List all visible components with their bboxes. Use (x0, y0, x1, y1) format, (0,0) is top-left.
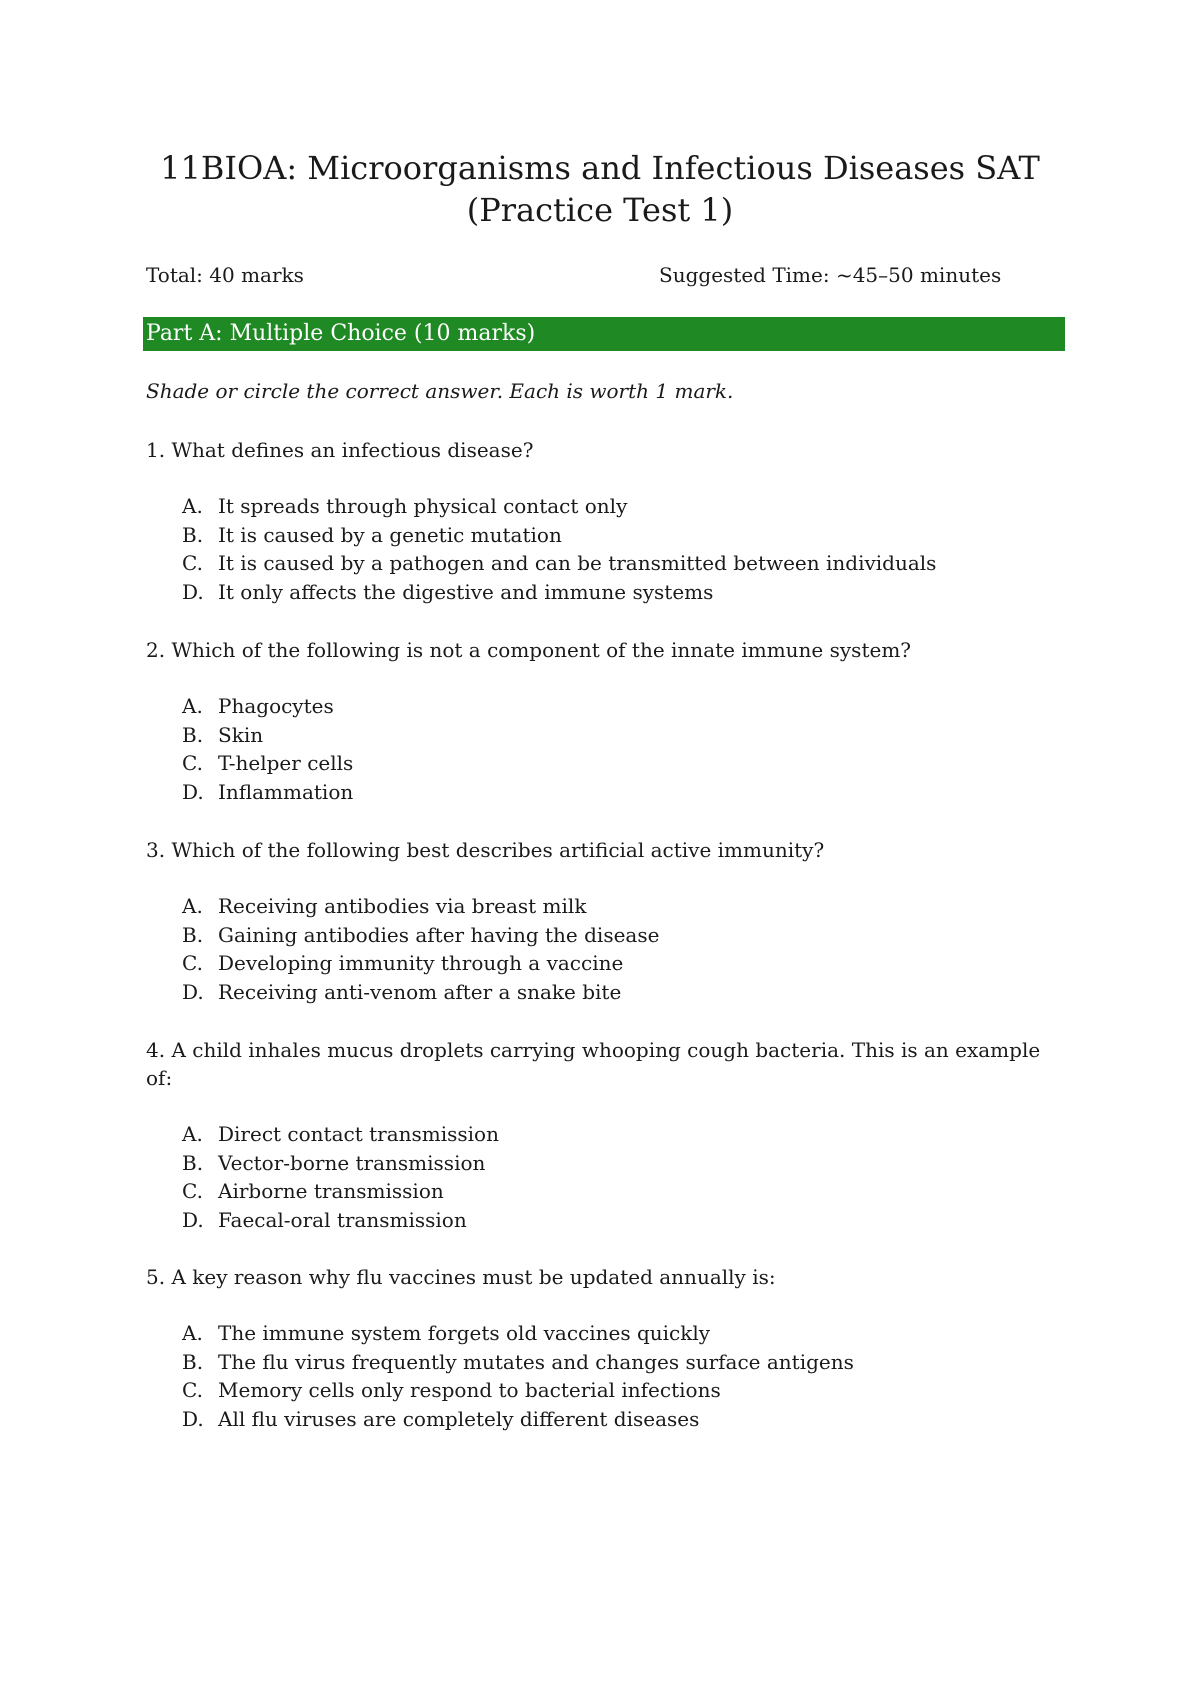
page-subtitle: (Practice Test 1) (466, 191, 734, 229)
option-text: Memory cells only respond to bacterial infections (218, 1378, 721, 1402)
option-text: It spreads through physical contact only (218, 494, 628, 518)
option-5a[interactable] (182, 1319, 1062, 1348)
option-text: Gaining antibodies after having the disease (218, 922, 660, 947)
question-5-prompt: 5. A key reason why flu vaccines must be updated annually is: (146, 1265, 776, 1289)
option-letter: B. (182, 522, 204, 547)
option-3a[interactable] (182, 892, 1062, 921)
option-text: Airborne transmission (218, 1179, 444, 1203)
option-2d[interactable] (182, 778, 1062, 807)
option-3b[interactable] (182, 921, 1062, 950)
option-2a[interactable] (182, 692, 1062, 721)
suggested-time: Suggested Time: ~45–50 minutes (659, 263, 1002, 287)
option-letter: A. (182, 894, 203, 918)
option-text: It only affects the digestive and immune systems (218, 579, 714, 604)
option-1c[interactable] (182, 549, 1062, 578)
option-letter: C. (182, 951, 203, 975)
option-text: Phagocytes (218, 694, 334, 718)
option-3c[interactable] (182, 949, 1062, 978)
option-4b[interactable] (182, 1149, 1062, 1178)
option-letter: C. (182, 751, 203, 775)
option-1b[interactable] (182, 521, 1062, 550)
question-3-prompt: 3. Which of the following best describes artificial active immunity? (146, 838, 825, 862)
option-text: Direct contact transmission (218, 1122, 499, 1146)
option-text: The immune system forgets old vaccines quickly (218, 1321, 711, 1345)
option-5d[interactable] (182, 1405, 1062, 1434)
option-5c[interactable] (182, 1376, 1062, 1405)
option-4d[interactable] (182, 1206, 1062, 1235)
question-2-prompt: 2. Which of the following is not a component of the innate immune system? (146, 638, 912, 662)
option-text: Receiving antibodies via breast milk (218, 894, 587, 918)
option-1a[interactable] (182, 492, 1062, 521)
option-letter: D. (182, 979, 204, 1004)
option-text: T-helper cells (218, 751, 354, 775)
option-letter: C. (182, 1179, 203, 1203)
option-letter: B. (182, 922, 204, 947)
option-5b[interactable] (182, 1348, 1062, 1377)
section-heading: Part A: Multiple Choice (10 marks) (143, 317, 1065, 351)
option-2c[interactable] (182, 749, 1062, 778)
option-text: Receiving anti-venom after a snake bite (218, 979, 622, 1004)
option-text: Vector-borne transmission (218, 1150, 486, 1175)
option-letter: A. (182, 694, 203, 718)
option-text: It is caused by a genetic mutation (218, 522, 562, 547)
option-letter: A. (182, 1321, 203, 1345)
option-4a[interactable] (182, 1120, 1062, 1149)
option-text: All flu viruses are completely different diseases (218, 1406, 700, 1431)
option-letter: A. (182, 494, 203, 518)
option-letter: C. (182, 551, 203, 575)
option-letter: D. (182, 1207, 204, 1232)
option-text: Developing immunity through a vaccine (218, 951, 624, 975)
instructions: Shade or circle the correct answer. Each is worth 1 mark. (146, 379, 734, 403)
option-letter: D. (182, 1406, 204, 1431)
option-letter: B. (182, 1150, 204, 1175)
option-1d[interactable] (182, 578, 1062, 607)
option-letter: A. (182, 1122, 203, 1146)
option-text: Inflammation (218, 779, 354, 804)
question-1-prompt: 1. What defines an infectious disease? (146, 438, 534, 462)
option-4c[interactable] (182, 1177, 1062, 1206)
total-marks: Total: 40 marks (146, 263, 304, 287)
question-5-options (182, 1319, 1062, 1433)
option-text: Skin (218, 722, 264, 747)
question-1-options (182, 492, 1062, 606)
option-letter: B. (182, 1349, 204, 1374)
option-text: The flu virus frequently mutates and changes surface antigens (218, 1349, 854, 1374)
question-3-options (182, 892, 1062, 1006)
option-text: It is caused by a pathogen and can be transmitted between individuals (218, 551, 937, 575)
option-3d[interactable] (182, 978, 1062, 1007)
page-title: 11BIOA: Microorganisms and Infectious Diseases SAT (160, 149, 1040, 187)
option-letter: C. (182, 1378, 203, 1402)
option-letter: D. (182, 579, 204, 604)
question-4-prompt: 4. A child inhales mucus droplets carrying whooping cough bacteria. This is an example of: (146, 1038, 1041, 1090)
option-2b[interactable] (182, 721, 1062, 750)
question-4-options (182, 1120, 1062, 1234)
option-letter: D. (182, 779, 204, 804)
option-text: Faecal-oral transmission (218, 1207, 467, 1232)
option-letter: B. (182, 722, 204, 747)
question-2-options (182, 692, 1062, 806)
